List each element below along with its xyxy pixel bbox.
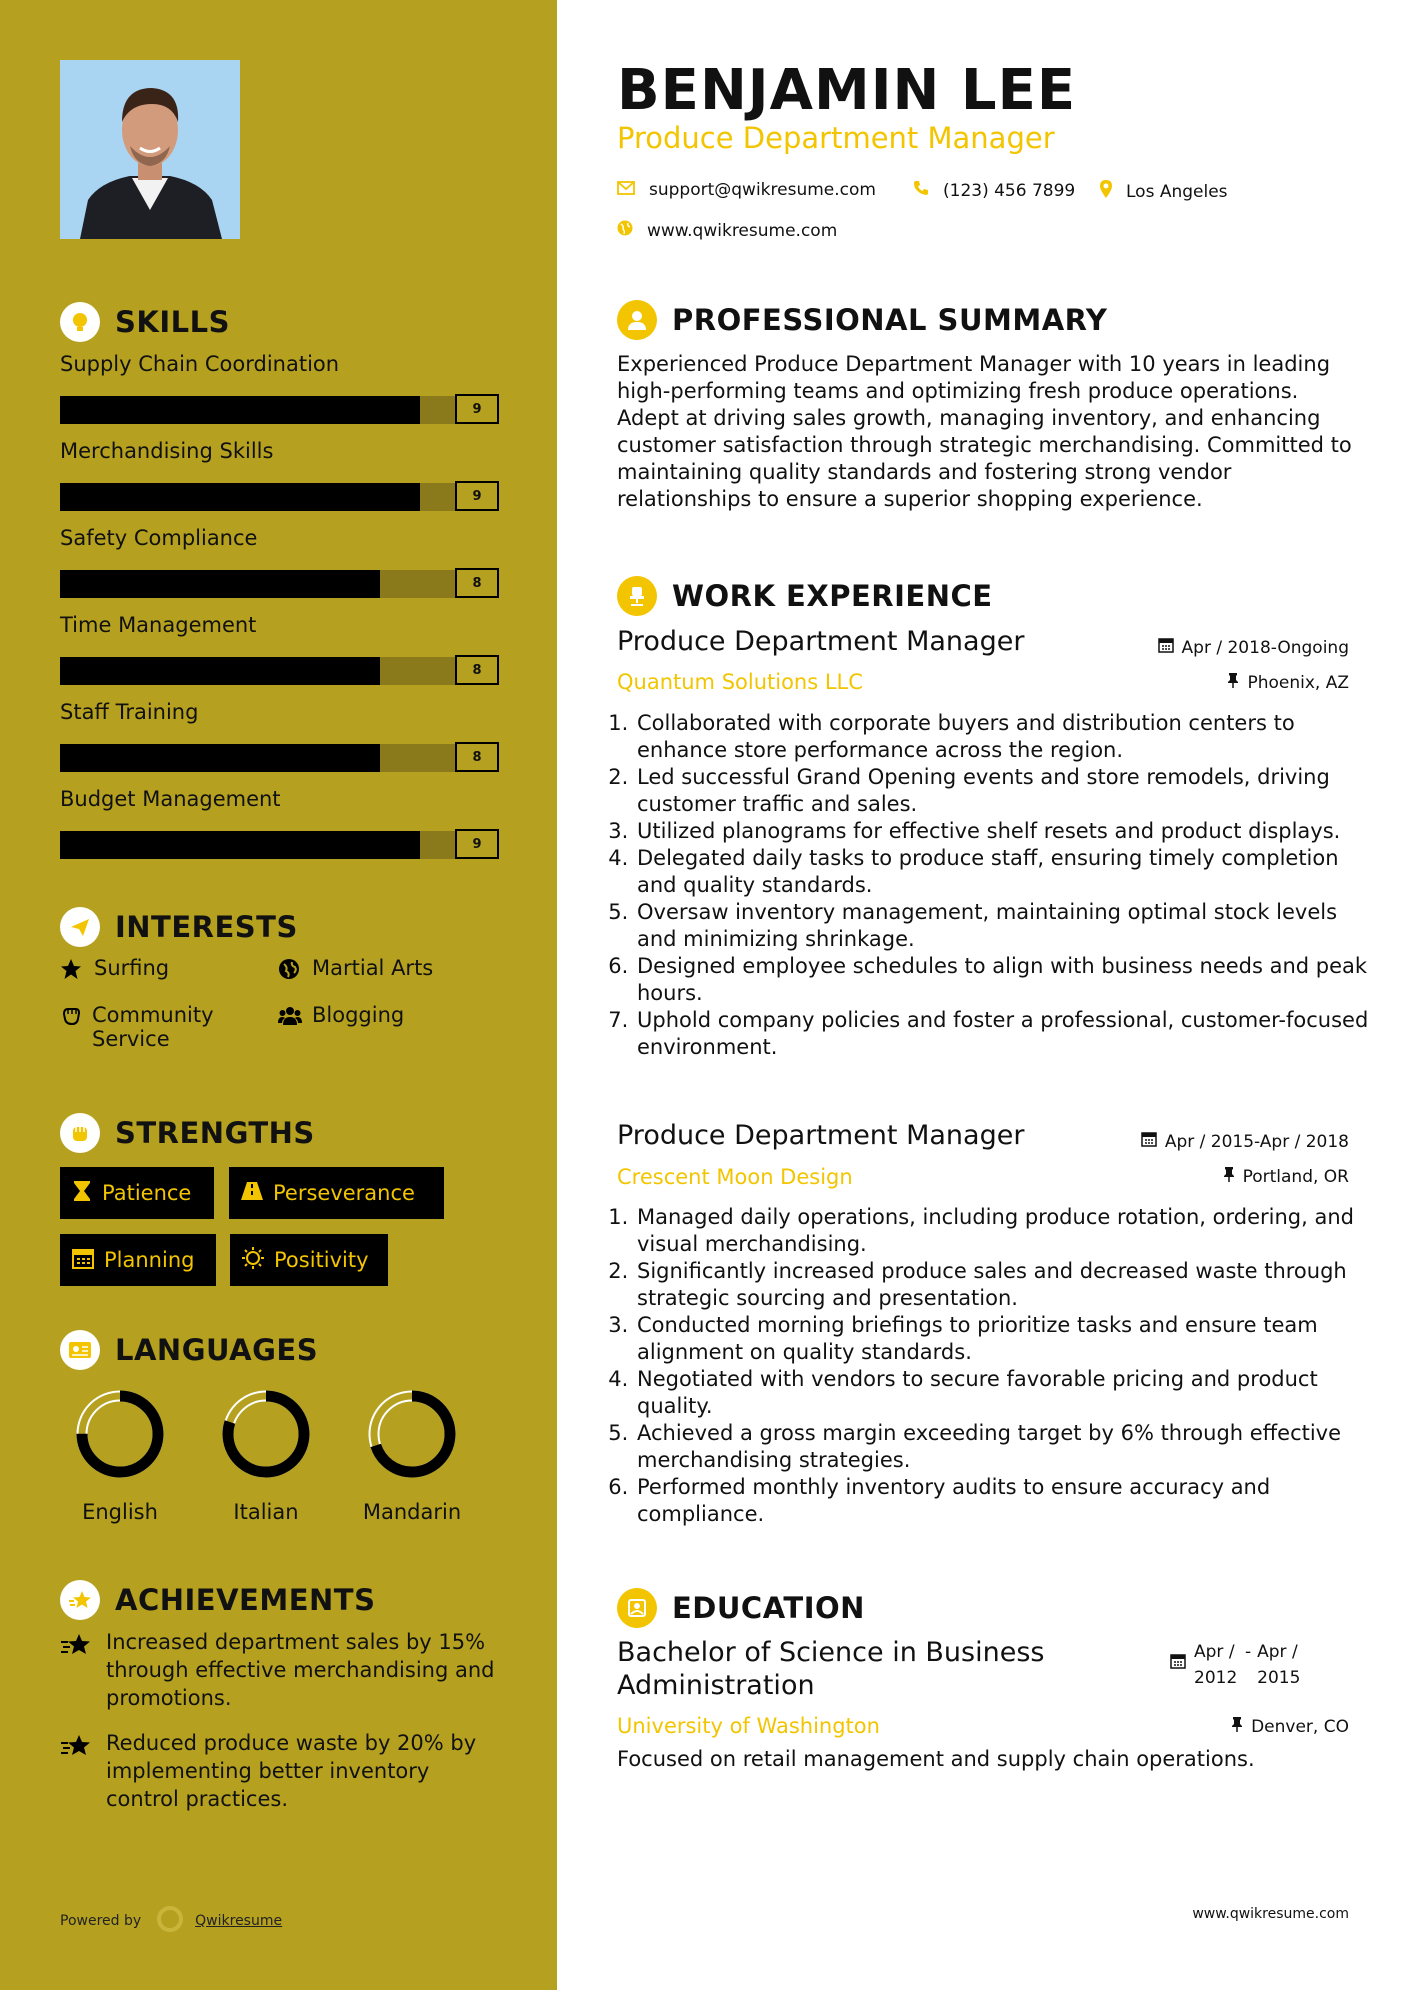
- strength-badge: [60, 1167, 214, 1219]
- interest-item: [60, 1003, 260, 1051]
- education-location-text: Denver, CO: [1251, 1716, 1349, 1737]
- phone-contact: [913, 180, 1075, 201]
- job-title: Produce Department Manager: [617, 1120, 1025, 1151]
- degree-title: Bachelor of Science in Business Administration: [617, 1637, 1045, 1701]
- skill-level: 9: [455, 481, 499, 511]
- interest-label: Community Service: [92, 1003, 214, 1051]
- location-text: Los Angeles: [1126, 181, 1228, 202]
- skill-bar: [60, 742, 500, 770]
- strength-badge: [60, 1234, 216, 1286]
- skill-name: Staff Training: [60, 700, 199, 724]
- achievements-title: ACHIEVEMENTS: [115, 1583, 376, 1617]
- qwikresume-logo-icon: [155, 1904, 185, 1938]
- skill-item: [60, 526, 500, 596]
- hand-icon: [60, 1005, 82, 1032]
- email-text[interactable]: support@qwikresume.com: [649, 180, 876, 200]
- skill-bar: [60, 568, 500, 596]
- skill-item: [60, 352, 500, 422]
- strength-label: Planning: [104, 1248, 195, 1272]
- globe-icon: [617, 220, 633, 241]
- experience-heading: [617, 576, 993, 616]
- strength-badge: [229, 1167, 444, 1219]
- date-separator: -: [1245, 1642, 1252, 1662]
- skill-bar: [60, 655, 500, 683]
- strength-label: Perseverance: [273, 1181, 415, 1205]
- skill-level: 9: [455, 829, 499, 859]
- education-start: Apr / 2012: [1194, 1642, 1238, 1688]
- skill-bar: [60, 394, 500, 422]
- company-name: Crescent Moon Design: [617, 1165, 853, 1189]
- email-contact: [617, 180, 876, 200]
- job-location: [1223, 1166, 1349, 1187]
- language-item: [342, 1386, 482, 1524]
- skill-name: Supply Chain Coordination: [60, 352, 340, 376]
- map-pin-icon: [1100, 180, 1112, 203]
- calendar-icon: [1141, 1131, 1157, 1152]
- achievement-text: Reduced produce waste by 20% by implementing better inventory control practices.: [106, 1731, 477, 1811]
- summary-title: PROFESSIONAL SUMMARY: [672, 303, 1108, 337]
- school-name: University of Washington: [617, 1714, 880, 1738]
- achievement-text: Increased department sales by 15% through effective merchandising and promotions.: [106, 1630, 495, 1710]
- company-name: Quantum Solutions LLC: [617, 670, 863, 694]
- strengths-title: STRENGTHS: [115, 1116, 315, 1150]
- language-item: [196, 1386, 336, 1524]
- strength-label: Patience: [102, 1181, 192, 1205]
- interest-item: [60, 956, 169, 985]
- shooting-star-icon: [60, 1632, 94, 1712]
- location-contact: [1100, 180, 1228, 203]
- globe-icon: [278, 958, 302, 985]
- education-description: Focused on retail management and supply chain operations.: [617, 1747, 1255, 1771]
- website-text[interactable]: www.qwikresume.com: [647, 220, 838, 241]
- duty-item: 5. Oversaw inventory management, maintaining optimal stock levels and minimizing shrinkage.: [635, 899, 1375, 953]
- duty-item: 1. Collaborated with corporate buyers and distribution centers to enhance store performance across the region.: [635, 710, 1375, 764]
- sun-icon: [242, 1247, 264, 1274]
- pushpin-icon: [1227, 672, 1239, 693]
- experience-title: WORK EXPERIENCE: [672, 579, 993, 613]
- summary-heading: [617, 300, 1107, 340]
- skill-bar-fill: [60, 570, 380, 598]
- skill-level: 8: [455, 742, 499, 772]
- users-icon: [278, 1005, 302, 1032]
- lightbulb-icon: [60, 302, 100, 342]
- language-ring: [364, 1386, 460, 1482]
- languages-heading: [60, 1330, 318, 1370]
- job-duties-list: [610, 1204, 1375, 1528]
- interest-item: [278, 956, 433, 985]
- skill-item: [60, 439, 500, 509]
- id-card-icon: [60, 1330, 100, 1370]
- fist-icon: [60, 1113, 100, 1153]
- interest-label: Surfing: [94, 956, 170, 980]
- job-location-text: Phoenix, AZ: [1247, 672, 1349, 693]
- footer-website[interactable]: www.qwikresume.com: [1192, 1906, 1349, 1922]
- shooting-star-icon: [60, 1580, 100, 1620]
- skill-item: [60, 613, 500, 683]
- interests-title: INTERESTS: [115, 910, 298, 944]
- duty-item: 7. Uphold company policies and foster a professional, customer-focused environment.: [635, 1007, 1375, 1061]
- skills-title: SKILLS: [115, 305, 230, 339]
- website-contact: [617, 220, 837, 241]
- pushpin-icon: [1231, 1716, 1243, 1737]
- strength-badge: [230, 1234, 388, 1286]
- education-end: Apr / 2015: [1257, 1642, 1301, 1688]
- languages-title: LANGUAGES: [115, 1333, 319, 1367]
- skill-item: [60, 700, 500, 770]
- shooting-star-icon: [60, 1733, 94, 1813]
- education-heading: [617, 1588, 865, 1628]
- duty-item: 4. Negotiated with vendors to secure favorable pricing and product quality.: [635, 1366, 1375, 1420]
- calendar-icon: [1170, 1653, 1186, 1691]
- pushpin-icon: [1223, 1166, 1235, 1187]
- interests-heading: [60, 907, 298, 947]
- skill-bar-fill: [60, 744, 380, 772]
- skill-name: Safety Compliance: [60, 526, 258, 550]
- job-dates-text: Apr / 2018-Ongoing: [1181, 637, 1349, 658]
- achievement-item: [60, 1628, 500, 1712]
- calendar-icon: [1158, 637, 1174, 658]
- duty-item: 6. Performed monthly inventory audits to ensure accuracy and compliance.: [635, 1474, 1375, 1528]
- graduate-icon: [617, 1588, 657, 1628]
- skill-name: Budget Management: [60, 787, 281, 811]
- language-label: Mandarin: [362, 1500, 462, 1524]
- skill-item: [60, 787, 500, 857]
- powered-by: [60, 1904, 282, 1938]
- road-icon: [241, 1181, 263, 1206]
- achievement-item: [60, 1729, 500, 1813]
- skill-level: 8: [455, 568, 499, 598]
- language-label: Italian: [233, 1500, 299, 1524]
- skill-level: 8: [455, 655, 499, 685]
- duty-item: 1. Managed daily operations, including produce rotation, ordering, and visual merchandising.: [635, 1204, 1375, 1258]
- duty-item: 4. Delegated daily tasks to produce staff, ensuring timely completion and quality standards.: [635, 845, 1375, 899]
- interest-label: Blogging: [312, 1003, 405, 1027]
- job-title: Produce Department Manager: [617, 626, 1025, 657]
- skill-bar-fill: [60, 831, 420, 859]
- skill-bar-fill: [60, 657, 380, 685]
- candidate-title: Produce Department Manager: [617, 121, 1055, 155]
- interest-label: Martial Arts: [312, 956, 434, 980]
- paper-plane-icon: [60, 907, 100, 947]
- summary-text: Experienced Produce Department Manager with 10 years in leading high-performing teams and optimizing fresh produce operations. Adept at driving sales growth, managing inventory, and enhancing customer satisfaction through strategic merchandising. Committed to maintaining quality standards and fostering strong vendor relationships to ensure a superior shopping experience.: [617, 352, 1352, 511]
- job-dates: [1158, 637, 1349, 658]
- duty-item: 5. Achieved a gross margin exceeding target by 6% through effective merchandising strategies.: [635, 1420, 1375, 1474]
- sidebar: [0, 0, 557, 1990]
- interest-item: [278, 1003, 404, 1032]
- star-icon: [60, 958, 84, 985]
- calendar-icon: [72, 1247, 94, 1274]
- skill-bar-fill: [60, 396, 420, 424]
- achievements-heading: [60, 1580, 375, 1620]
- duty-item: 2. Significantly increased produce sales and decreased waste through strategic sourcing and presentation.: [635, 1258, 1375, 1312]
- candidate-name: BENJAMIN LEE: [617, 58, 1077, 123]
- education-title: EDUCATION: [672, 1591, 865, 1625]
- job-dates-text: Apr / 2015-Apr / 2018: [1164, 1131, 1349, 1152]
- job-dates: [1141, 1131, 1349, 1152]
- profile-photo: [60, 60, 240, 239]
- office-chair-icon: [617, 576, 657, 616]
- skill-name: Time Management: [60, 613, 257, 637]
- education-location: [1231, 1716, 1349, 1737]
- language-ring: [218, 1386, 314, 1482]
- education-dates: [1170, 1639, 1302, 1691]
- duty-item: 6. Designed employee schedules to align with business needs and peak hours.: [635, 953, 1375, 1007]
- qwikresume-link[interactable]: Qwikresume: [195, 1913, 283, 1929]
- strengths-heading: [60, 1113, 315, 1153]
- job-location: [1227, 672, 1349, 693]
- skill-level: 9: [455, 394, 499, 424]
- language-label: English: [82, 1500, 158, 1524]
- envelope-icon: [617, 180, 635, 200]
- job-location-text: Portland, OR: [1242, 1166, 1349, 1187]
- user-icon: [617, 300, 657, 340]
- duty-item: 3. Conducted morning briefings to prioritize tasks and ensure team alignment on quality standards.: [635, 1312, 1375, 1366]
- duty-item: 3. Utilized planograms for effective shelf resets and product displays.: [635, 818, 1375, 845]
- duty-item: 2. Led successful Grand Opening events and store remodels, driving customer traffic and sales.: [635, 764, 1375, 818]
- skills-heading: [60, 302, 230, 342]
- hourglass-icon: [72, 1180, 92, 1207]
- strength-label: Positivity: [274, 1248, 369, 1272]
- skill-bar: [60, 829, 500, 857]
- skill-bar: [60, 481, 500, 509]
- phone-icon: [913, 180, 929, 201]
- powered-by-label: Powered by: [60, 1913, 142, 1929]
- skill-name: Merchandising Skills: [60, 439, 274, 463]
- job-duties-list: [610, 710, 1375, 1061]
- skill-bar-fill: [60, 483, 420, 511]
- language-item: [50, 1386, 190, 1524]
- language-ring: [72, 1386, 168, 1482]
- phone-text: (123) 456 7899: [943, 180, 1076, 201]
